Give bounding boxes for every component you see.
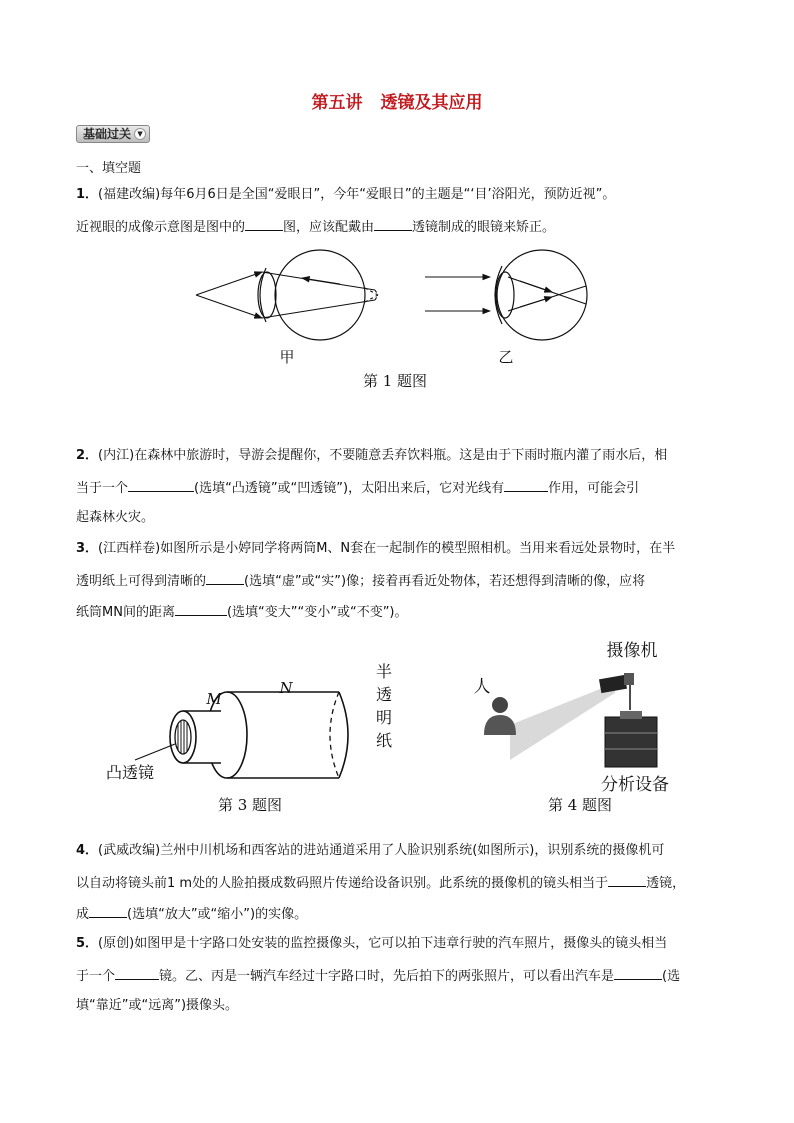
- q5-line3: 填“靠近”或“远离”)摄像头。: [76, 998, 239, 1013]
- q4-text1: (武威改编)兰州中川机场和西客站的进站通道采用了人脸识别系统(如图所示)，识别系统的摄像机可: [98, 843, 665, 858]
- fig-label-jia: 甲: [279, 348, 295, 366]
- q5-blank2[interactable]: [614, 965, 662, 980]
- q3-text2a: 透明纸上可得到清晰的: [76, 574, 207, 589]
- q4-text2b: 透镜，: [646, 876, 686, 891]
- q4-line2: [76, 872, 726, 894]
- q3-text2b: (选填“虚”或“实”)像；接着再看近处物体，若还想得到清晰的像，应将: [244, 574, 646, 589]
- q4-blank1[interactable]: [608, 872, 646, 887]
- q1-text2c: 透镜制成的眼镜来矫正。: [412, 220, 556, 235]
- q4-caption: 第 4 题图: [547, 796, 613, 814]
- q1-text2a: 近视眼的成像示意图是图中的: [76, 220, 246, 235]
- q2-line1: [76, 446, 726, 466]
- q5-text1: (原创)如图甲是十字路口处安装的监控摄像头，它可以拍下违章行驶的汽车照片，摄像头的镜头相当: [98, 936, 668, 951]
- label-translucent-paper: 半透明纸: [375, 662, 392, 750]
- q1-text1: (福建改编)每年6月6日是全国“爱眼日”，今年“爱眼日”的主题是“‘目’浴阳光，预防近视”。: [98, 187, 616, 202]
- label-tube-n: N: [279, 679, 293, 697]
- label-analysis-device: 分析设备: [601, 775, 669, 795]
- q2-line3: 起森林火灾。: [76, 510, 155, 525]
- q5-line1: [76, 934, 726, 954]
- q3-number: 3．: [76, 541, 99, 556]
- q3-text1: (江西样卷)如图所示是小婷同学将两筒M、N套在一起制作的模型照相机。当用来看远处景物时，在半: [98, 541, 676, 556]
- q1-text2b: 图，应该配戴由: [283, 220, 375, 235]
- q1-line2: [76, 216, 726, 238]
- q1-line1: [76, 185, 726, 205]
- label-camera: 摄像机: [606, 641, 658, 661]
- q2-blank2[interactable]: [504, 477, 548, 492]
- q5-number: 5．: [76, 936, 99, 951]
- q4-line1: [76, 841, 726, 861]
- arrow-down-icon: ▼: [134, 128, 146, 140]
- q1-blank2[interactable]: [374, 216, 412, 231]
- section-heading: 一、填空题: [76, 161, 142, 176]
- q3-caption: 第 3 题图: [217, 796, 283, 814]
- q4-text2a: 以自动将镜头前1 m处的人脸拍摄成数码照片传递给设备识别。此系统的摄像机的镜头相当于: [76, 876, 609, 891]
- q3-line1: [76, 539, 726, 559]
- eye-diagram-yi: [425, 250, 587, 340]
- q2-line2: [76, 477, 726, 499]
- q3-text3b: (选填“变大”“变小”或“不变”)。: [226, 605, 408, 620]
- q5-line2: [76, 965, 726, 987]
- q4-line3: [76, 903, 726, 925]
- q4-number: 4．: [76, 843, 99, 858]
- q2-text2a: 当于一个: [76, 481, 129, 496]
- q3-line2: [76, 570, 726, 592]
- q2-blank1[interactable]: [128, 477, 194, 492]
- q3-text3a: 纸筒MN间的距离: [76, 605, 175, 620]
- label-tube-m: M: [206, 690, 222, 708]
- q5-text2b: 镜。乙、丙是一辆汽车经过十字路口时，先后拍下的两张照片，可以看出汽车是: [159, 969, 615, 984]
- label-convex-lens: 凸透镜: [105, 763, 154, 782]
- page-title: [0, 88, 794, 113]
- q5-text2a: 于一个: [76, 969, 116, 984]
- q3-camera-model-figure: [125, 678, 375, 803]
- badge-label: 基础过关: [83, 127, 132, 141]
- q3-blank1[interactable]: [206, 570, 244, 585]
- q4-blank2[interactable]: [89, 903, 127, 918]
- q2-number: 2．: [76, 448, 99, 463]
- q2-text1: (内江)在森林中旅游时，导游会提醒你，不要随意丢弃饮料瓶。这是由于下雨时瓶内灌了雨水后，相: [98, 448, 668, 463]
- q1-caption: 第 1 题图: [362, 372, 428, 390]
- q3-line3: [76, 601, 726, 623]
- lecture-number: 第五讲: [311, 93, 363, 113]
- q1-eye-figure: [190, 248, 600, 368]
- q5-text2c: (选: [662, 969, 681, 984]
- q2-text2c: 作用，可能会引: [548, 481, 640, 496]
- q2-text2b: (选填“凸透镜”或“凹透镜”)，太阳出来后，它对光线有: [194, 481, 505, 496]
- q4-text3a: 成: [76, 907, 90, 922]
- q1-number: 1．: [76, 187, 99, 202]
- fig-label-yi: 乙: [498, 348, 514, 366]
- q5-blank1[interactable]: [115, 965, 159, 980]
- q4-text3b: (选填“放大”或“缩小”)的实像。: [127, 907, 308, 922]
- label-person: 人: [473, 677, 491, 697]
- section-badge: [76, 125, 150, 143]
- q1-blank1[interactable]: [245, 216, 283, 231]
- eye-diagram-jia: [196, 250, 378, 340]
- q3-blank2[interactable]: [175, 601, 227, 616]
- lecture-topic: 透镜及其应用: [380, 93, 483, 113]
